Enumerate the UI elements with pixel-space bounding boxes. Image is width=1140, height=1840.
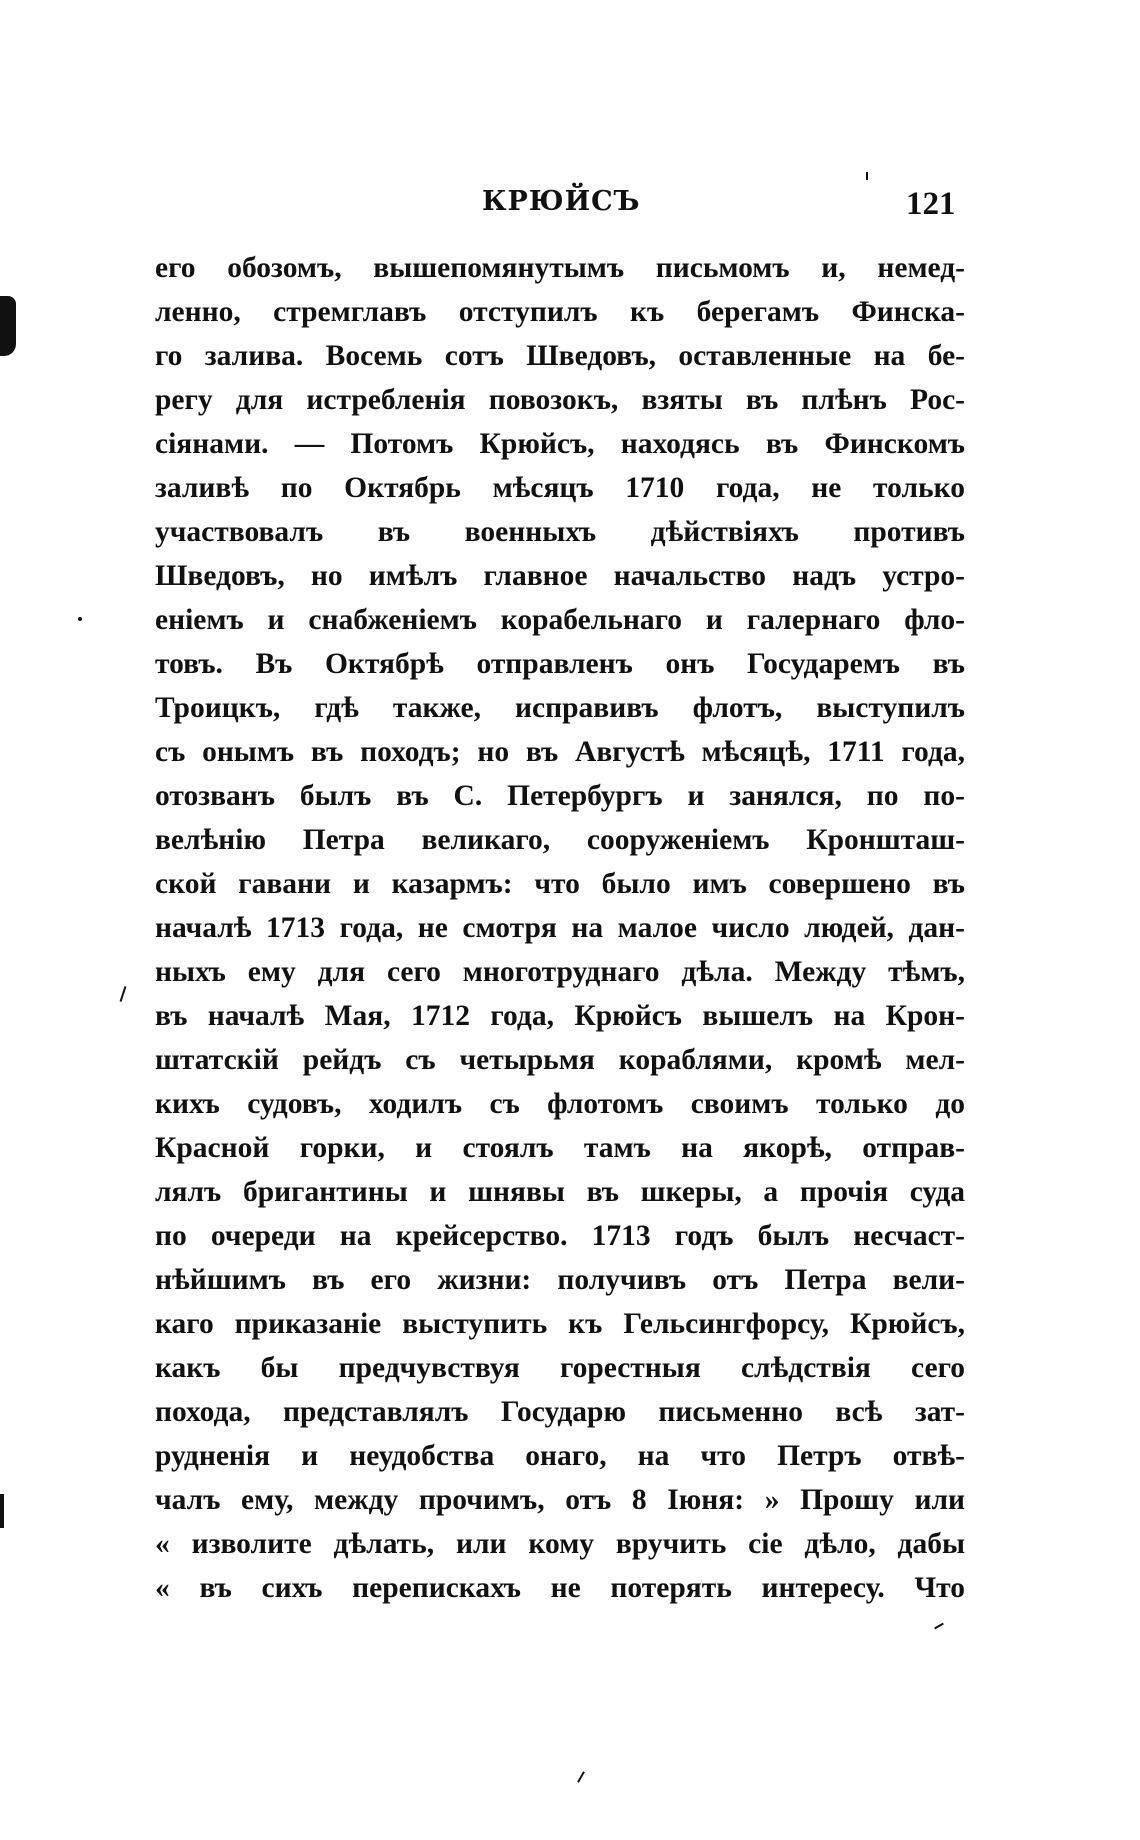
text-line: Троицкъ, гдѣ также, исправивъ флотъ, выступилъ	[155, 692, 965, 724]
text-line: штатскій рейдъ съ четырьмя кораблями, кромѣ мел-	[155, 1044, 965, 1076]
text-line: ской гавани и казармъ: что было имъ совершено въ	[155, 868, 965, 900]
text-line: по очереди на крейсерство. 1713 годъ былъ несчаст-	[155, 1220, 965, 1252]
scan-mark	[934, 1623, 944, 1630]
text-line: велѣнію Петра великаго, сооруженіемъ Кроншташ-	[155, 824, 965, 856]
scan-mark	[0, 1494, 4, 1528]
scan-mark	[866, 172, 868, 180]
scan-mark	[78, 617, 82, 621]
text-line: ныхъ ему для сего многотруднаго дѣла. Между тѣмъ,	[155, 956, 965, 988]
text-line: Красной горки, и стоялъ тамъ на якорѣ, отправ-	[155, 1132, 965, 1164]
text-line: похода, представлялъ Государю письменно всѣ зат-	[155, 1396, 965, 1428]
text-line: Шведовъ, но имѣлъ главное начальство надъ устро-	[155, 560, 965, 592]
text-line: сіянами. — Потомъ Крюйсъ, находясь въ Финскомъ	[155, 428, 965, 460]
text-line: « въ сихъ перепискахъ не потерять интересу. Что	[155, 1572, 965, 1604]
text-line: началѣ 1713 года, не смотря на малое число людей, дан-	[155, 912, 965, 944]
text-line: « изволите дѣлать, или кому вручить сіе дѣло, дабы	[155, 1528, 965, 1560]
text-line: какъ бы предчувствуя горестныя слѣдствія сего	[155, 1352, 965, 1384]
text-line: го залива. Восемь сотъ Шведовъ, оставленные на бе-	[155, 340, 965, 372]
text-line: чалъ ему, между прочимъ, отъ 8 Іюня: » Прошу или	[155, 1484, 965, 1516]
body-text	[155, 246, 965, 1610]
text-line: рудненія и неудобства онаго, на что Петръ отвѣ-	[155, 1440, 965, 1472]
text-line: ленно, стремглавъ отступилъ къ берегамъ Финска-	[155, 296, 965, 328]
running-head	[0, 186, 1140, 226]
text-line: товъ. Въ Октябрѣ отправленъ онъ Государемъ въ	[155, 648, 965, 680]
text-line: нѣйшимъ въ его жизни: получивъ отъ Петра вели-	[155, 1264, 965, 1296]
running-title: КРЮЙСЪ	[482, 186, 641, 217]
text-line: отозванъ былъ въ С. Петербургъ и занялся, по по-	[155, 780, 965, 812]
text-line: въ началѣ Мая, 1712 года, Крюйсъ вышелъ на Крон-	[155, 1000, 965, 1032]
text-line: каго приказаніе выступить къ Гельсингфорсу, Крюйсъ,	[155, 1308, 965, 1340]
text-line: кихъ судовъ, ходилъ съ флотомъ своимъ только до	[155, 1088, 965, 1120]
text-line: его обозомъ, вышепомянутымъ письмомъ и, немед-	[155, 252, 965, 284]
text-line: съ онымъ въ походъ; но въ Августѣ мѣсяцѣ, 1711 года,	[155, 736, 965, 768]
text-line: регу для истребленія повозокъ, взяты въ плѣнъ Рос-	[155, 384, 965, 416]
scan-mark	[120, 986, 127, 1002]
page-number: 121	[906, 186, 956, 222]
text-line: участвовалъ въ военныхъ дѣйствіяхъ противъ	[155, 516, 965, 548]
scan-mark	[577, 1771, 585, 1782]
text-line: лялъ бригантины и шнявы въ шкеры, а прочія суда	[155, 1176, 965, 1208]
scan-mark	[0, 296, 16, 356]
text-line: еніемъ и снабженіемъ корабельнаго и галернаго фло-	[155, 604, 965, 636]
text-line: заливѣ по Октябрь мѣсяцъ 1710 года, не только	[155, 472, 965, 504]
